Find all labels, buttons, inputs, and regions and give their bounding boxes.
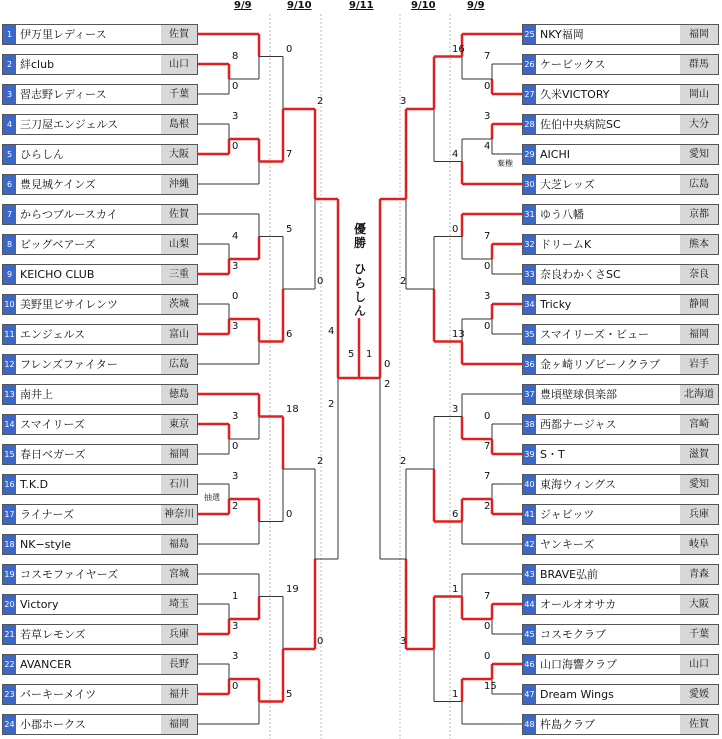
team-name: 山口海響クラブ — [540, 658, 617, 671]
team-row — [2, 174, 198, 195]
team-number: 34 — [523, 295, 536, 314]
team-prefecture: 島根 — [161, 115, 197, 134]
team-prefecture: 青森 — [680, 565, 718, 584]
team-prefecture: 広島 — [161, 355, 197, 374]
team-row — [2, 264, 198, 285]
team-row — [522, 24, 719, 45]
team-row — [2, 324, 198, 345]
team-name: NKY福岡 — [540, 28, 584, 41]
score-label: 2 — [317, 96, 324, 107]
team-row — [522, 564, 719, 585]
score-label: 2 — [484, 501, 491, 512]
team-row — [522, 624, 719, 645]
team-row — [522, 504, 719, 525]
team-prefecture: 沖縄 — [161, 175, 197, 194]
team-name: からつブルースカイ — [20, 208, 118, 221]
team-number: 44 — [523, 595, 536, 614]
team-number: 33 — [523, 265, 536, 284]
score-label: 2 — [384, 379, 391, 390]
score-label: 16 — [452, 43, 465, 55]
team-row — [2, 654, 198, 675]
team-prefecture: 群馬 — [680, 55, 718, 74]
team-name: KEICHO CLUB — [20, 268, 95, 281]
team-row — [2, 414, 198, 435]
team-name: スマイリーズ・ビュー — [540, 328, 650, 341]
team-prefecture: 福岡 — [161, 445, 197, 464]
score-label: 0 — [384, 359, 391, 370]
team-number: 10 — [3, 295, 16, 314]
team-name: 美野里ビサイレンツ — [20, 298, 118, 311]
team-name: BRAVE弘前 — [540, 568, 599, 581]
score-label: 7 — [484, 591, 491, 602]
team-prefecture: 佐賀 — [161, 205, 197, 224]
team-name: 南井上 — [20, 388, 53, 401]
score-label: 15 — [484, 681, 497, 692]
lottery-note: 抽選 — [204, 493, 220, 502]
score-label: 3 — [400, 96, 407, 107]
team-name: コスモクラブ — [540, 628, 606, 641]
team-row — [2, 384, 198, 405]
team-row — [522, 354, 719, 375]
team-prefecture: 埼玉 — [161, 595, 197, 614]
team-row — [522, 534, 719, 555]
score-label: 0 — [484, 411, 491, 422]
abstain-note: 棄権 — [497, 159, 513, 168]
score-label: 3 — [232, 471, 239, 482]
team-prefecture: 愛知 — [680, 475, 718, 494]
team-prefecture: 福井 — [161, 685, 197, 704]
team-name: Victory — [20, 598, 59, 611]
team-number: 8 — [3, 235, 16, 254]
score-label: 6 — [286, 328, 293, 340]
team-number: 15 — [3, 445, 16, 464]
team-prefecture: 宮城 — [161, 565, 197, 584]
score-label: 0 — [232, 141, 239, 152]
team-name: NK−style — [20, 538, 72, 551]
team-row — [522, 594, 719, 615]
team-prefecture: 佐賀 — [161, 25, 197, 44]
team-prefecture: 奈良 — [680, 265, 718, 284]
team-number: 7 — [3, 205, 16, 224]
score-label: 3 — [452, 403, 459, 415]
team-row — [2, 714, 198, 735]
team-row — [522, 294, 719, 315]
team-row — [522, 684, 719, 705]
team-prefecture: 神奈川 — [161, 505, 197, 524]
score-label: 8 — [232, 51, 239, 62]
team-name: フレンズファイター — [20, 358, 118, 371]
team-name: 豊頃壁球倶楽部 — [540, 388, 617, 401]
team-name: 春日ベガーズ — [20, 448, 86, 461]
team-number: 5 — [3, 145, 16, 164]
team-row — [2, 114, 198, 135]
team-row — [522, 474, 719, 495]
team-name: 西都ナージャス — [540, 418, 617, 431]
team-number: 1 — [3, 25, 16, 44]
score-label: 3 — [232, 651, 239, 662]
team-number: 24 — [3, 715, 16, 734]
team-row — [522, 384, 719, 405]
score-label: 3 — [232, 111, 239, 122]
team-prefecture: 岡山 — [680, 85, 718, 104]
team-prefecture: 広島 — [680, 175, 718, 194]
team-number: 19 — [3, 565, 16, 584]
team-number: 17 — [3, 505, 16, 524]
team-row — [522, 114, 719, 135]
team-name: AVANCER — [20, 658, 72, 671]
team-number: 41 — [523, 505, 536, 524]
team-name: ゆう八幡 — [540, 208, 584, 221]
team-row — [2, 534, 198, 555]
team-name: 習志野レディース — [20, 88, 107, 101]
score-label: 3 — [232, 261, 239, 272]
team-prefecture: 山口 — [680, 655, 718, 674]
team-row — [2, 594, 198, 615]
score-label: 3 — [232, 621, 239, 632]
team-row — [2, 444, 198, 465]
score-label: 0 — [232, 441, 239, 452]
team-prefecture: 佐賀 — [680, 715, 718, 734]
team-name: バーキーメイツ — [20, 688, 97, 701]
team-name: 大芝レッズ — [540, 178, 595, 191]
team-name: ビッグベアーズ — [20, 238, 96, 251]
score-label: 0 — [317, 276, 324, 287]
champion-team: ひらしん — [353, 262, 366, 318]
team-number: 16 — [3, 475, 16, 494]
team-number: 25 — [523, 25, 536, 44]
team-row — [522, 174, 719, 195]
team-prefecture: 富山 — [161, 325, 197, 344]
team-prefecture: 兵庫 — [680, 505, 718, 524]
team-prefecture: 千葉 — [161, 85, 197, 104]
team-name: 小郡ホークス — [20, 718, 86, 731]
score-label: 5 — [286, 688, 293, 700]
team-name: T.K.D — [20, 478, 49, 491]
team-row — [2, 294, 198, 315]
score-label: 18 — [286, 403, 299, 415]
team-row — [2, 84, 198, 105]
score-label: 3 — [484, 291, 491, 302]
team-name: 久米VICTORY — [540, 88, 610, 101]
team-prefecture: 兵庫 — [161, 625, 197, 644]
date-right-r1: 9/9 — [467, 0, 485, 11]
team-prefecture: 大分 — [680, 115, 718, 134]
team-number: 29 — [523, 145, 536, 164]
team-row — [2, 144, 198, 165]
team-row — [522, 234, 719, 255]
score-label: 0 — [452, 223, 459, 235]
team-row — [522, 654, 719, 675]
team-number: 14 — [3, 415, 16, 434]
score-label: 0 — [232, 81, 239, 92]
score-label: 3 — [400, 636, 407, 647]
team-name: 奈良わかくさSC — [540, 268, 621, 281]
date-final: 9/11 — [349, 0, 374, 11]
team-name: S・T — [540, 448, 565, 461]
team-name: 佐伯中央病院SC — [540, 118, 621, 131]
score-label: 7 — [484, 231, 491, 242]
team-prefecture: 愛媛 — [680, 685, 718, 704]
team-row — [2, 474, 198, 495]
team-row — [2, 684, 198, 705]
score-label: 3 — [232, 411, 239, 422]
team-row — [522, 204, 719, 225]
team-name: ヤンキーズ — [540, 538, 595, 551]
score-label: 4 — [232, 231, 239, 242]
score-label: 0 — [286, 508, 293, 520]
team-row — [522, 84, 719, 105]
team-name: 絆club — [20, 58, 55, 71]
team-number: 47 — [523, 685, 536, 704]
team-number: 18 — [3, 535, 16, 554]
team-number: 36 — [523, 355, 536, 374]
team-prefecture: 滋賀 — [680, 445, 718, 464]
score-label: 0 — [286, 43, 293, 55]
team-prefecture: 茨城 — [161, 295, 197, 314]
score-label: 0 — [484, 81, 491, 92]
score-label: 7 — [484, 441, 491, 452]
team-prefecture: 岩手 — [680, 355, 718, 374]
team-prefecture: 石川 — [161, 475, 197, 494]
team-prefecture: 愛知 — [680, 145, 718, 164]
team-number: 40 — [523, 475, 536, 494]
score-label: 2 — [400, 276, 407, 287]
team-prefecture: 北海道 — [680, 385, 718, 404]
score-label: 7 — [286, 148, 293, 160]
team-prefecture: 山口 — [161, 55, 197, 74]
score-label: 2 — [400, 456, 407, 467]
team-name: ジャビッツ — [540, 508, 595, 521]
team-prefecture: 千葉 — [680, 625, 718, 644]
team-row — [2, 204, 198, 225]
score-label: 3 — [484, 111, 491, 122]
score-label: 0 — [484, 261, 491, 272]
team-prefecture: 福岡 — [680, 25, 718, 44]
team-number: 27 — [523, 85, 536, 104]
team-number: 30 — [523, 175, 536, 194]
team-row — [2, 24, 198, 45]
team-name: スマイリーズ — [20, 418, 86, 431]
team-prefecture: 福島 — [161, 535, 197, 554]
team-number: 2 — [3, 55, 16, 74]
score-label: 19 — [286, 583, 299, 595]
score-label: 4 — [484, 141, 491, 152]
team-name: ドリームK — [540, 238, 592, 251]
team-row — [522, 714, 719, 735]
team-row — [522, 444, 719, 465]
score-label: 5 — [286, 223, 293, 235]
team-prefecture: 長野 — [161, 655, 197, 674]
team-number: 21 — [3, 625, 16, 644]
team-number: 6 — [3, 175, 16, 194]
team-number: 32 — [523, 235, 536, 254]
score-label: 4 — [452, 148, 459, 160]
team-number: 22 — [3, 655, 16, 674]
team-name: 若草レモンズ — [20, 628, 86, 641]
score-label: 0 — [232, 291, 239, 302]
team-name: 豊見城ケインズ — [20, 178, 96, 191]
team-number: 31 — [523, 205, 536, 224]
team-name: 金ヶ崎リゾビーノクラブ — [540, 358, 661, 371]
team-row — [522, 144, 719, 165]
team-number: 9 — [3, 265, 16, 284]
team-row — [2, 624, 198, 645]
date-right-r2: 9/10 — [411, 0, 436, 11]
team-number: 26 — [523, 55, 536, 74]
team-name: 東海ウィングス — [540, 478, 617, 491]
team-number: 39 — [523, 445, 536, 464]
score-label: 13 — [452, 328, 465, 340]
team-name: 杵島クラブ — [540, 718, 595, 731]
score-label: 4 — [328, 326, 335, 337]
team-prefecture: 宮崎 — [680, 415, 718, 434]
team-name: ケービックス — [540, 58, 606, 71]
team-number: 37 — [523, 385, 536, 404]
team-row — [522, 324, 719, 345]
team-row — [2, 504, 198, 525]
team-prefecture: 静岡 — [680, 295, 718, 314]
team-number: 45 — [523, 625, 536, 644]
team-number: 23 — [3, 685, 16, 704]
team-prefecture: 岐阜 — [680, 535, 718, 554]
team-number: 4 — [3, 115, 16, 134]
team-number: 13 — [3, 385, 16, 404]
score-label: 2 — [317, 456, 324, 467]
team-number: 48 — [523, 715, 536, 734]
score-label: 0 — [317, 636, 324, 647]
score-label: 0 — [484, 621, 491, 632]
team-row — [522, 414, 719, 435]
team-row — [2, 564, 198, 585]
team-prefecture: 大阪 — [680, 595, 718, 614]
score-label: 0 — [484, 651, 491, 662]
team-number: 38 — [523, 415, 536, 434]
date-left-r1: 9/9 — [234, 0, 252, 11]
team-number: 28 — [523, 115, 536, 134]
team-row — [522, 264, 719, 285]
team-number: 43 — [523, 565, 536, 584]
score-label: 1 — [232, 591, 239, 602]
team-name: Tricky — [540, 298, 572, 311]
team-number: 42 — [523, 535, 536, 554]
score-label: 0 — [484, 321, 491, 332]
team-prefecture: 福岡 — [161, 715, 197, 734]
team-name: Dream Wings — [540, 688, 614, 701]
team-number: 12 — [3, 355, 16, 374]
team-name: オールオオサカ — [540, 598, 617, 611]
team-number: 3 — [3, 85, 16, 104]
score-label: 6 — [452, 508, 459, 520]
team-row — [2, 354, 198, 375]
score-label: 0 — [232, 681, 239, 692]
team-prefecture: 東京 — [161, 415, 197, 434]
score-label: 7 — [484, 51, 491, 62]
team-prefecture: 徳島 — [161, 385, 197, 404]
team-name: 伊万里レディース — [20, 28, 107, 41]
team-name: コスモファイヤーズ — [20, 568, 119, 581]
score-label: 2 — [232, 501, 239, 512]
team-name: AICHI — [540, 148, 570, 161]
score-label: 1 — [366, 349, 373, 360]
date-left-r2: 9/10 — [287, 0, 312, 11]
champion-label: 優勝 — [353, 222, 366, 250]
score-label: 7 — [484, 471, 491, 482]
team-prefecture: 三重 — [161, 265, 197, 284]
team-name: ひらしん — [20, 148, 64, 161]
team-prefecture: 山梨 — [161, 235, 197, 254]
team-name: ライナーズ — [20, 508, 75, 521]
score-label: 3 — [232, 321, 239, 332]
team-name: エンジェルス — [20, 328, 86, 341]
team-number: 11 — [3, 325, 16, 344]
team-row — [2, 234, 198, 255]
team-prefecture: 熊本 — [680, 235, 718, 254]
team-number: 35 — [523, 325, 536, 344]
team-row — [2, 54, 198, 75]
team-prefecture: 福岡 — [680, 325, 718, 344]
team-prefecture: 大阪 — [161, 145, 197, 164]
score-label: 1 — [452, 583, 459, 595]
team-row — [522, 54, 719, 75]
score-label: 1 — [452, 688, 459, 700]
score-label: 2 — [328, 399, 335, 410]
team-number: 46 — [523, 655, 536, 674]
team-number: 20 — [3, 595, 16, 614]
team-name: 三刀屋エンジェルス — [20, 118, 119, 131]
team-prefecture: 京都 — [680, 205, 718, 224]
score-label: 5 — [348, 349, 355, 360]
